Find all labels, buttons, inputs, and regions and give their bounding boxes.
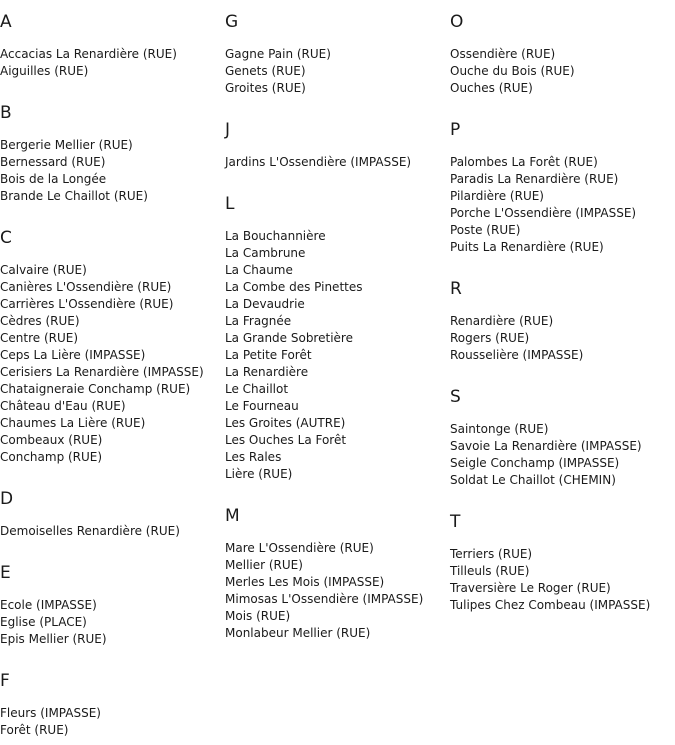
street-item: Cerisiers La Renardière (IMPASSE) xyxy=(0,365,204,379)
section-letter: L xyxy=(225,194,235,214)
street-item: Combeaux (RUE) xyxy=(0,433,103,447)
section-letter: J xyxy=(225,120,231,140)
street-item: Rousselière (IMPASSE) xyxy=(450,348,584,362)
street-list xyxy=(450,46,575,97)
street-item: Lière (RUE) xyxy=(225,467,293,481)
street-list xyxy=(0,46,177,80)
section-letter: F xyxy=(0,671,11,691)
street-item: Eglise (PLACE) xyxy=(0,615,87,629)
street-item: Les Rales xyxy=(225,450,282,464)
street-item: Pilardière (RUE) xyxy=(450,189,544,203)
street-list xyxy=(450,421,642,489)
street-item: Accacias La Renardière (RUE) xyxy=(0,47,177,61)
street-item: Château d'Eau (RUE) xyxy=(0,399,126,413)
street-item: La Cambrune xyxy=(225,246,306,260)
section-letter: M xyxy=(225,506,241,526)
street-item: Forêt (RUE) xyxy=(0,723,69,737)
street-item: Conchamp (RUE) xyxy=(0,450,103,464)
street-item: Genets (RUE) xyxy=(225,64,306,78)
street-item: Fleurs (IMPASSE) xyxy=(0,706,101,720)
street-item: La Fragnée xyxy=(225,314,292,328)
street-item: La Combe des Pinettes xyxy=(225,280,363,294)
street-item: Les Ouches La Forêt xyxy=(225,433,347,447)
street-item: Paradis La Renardière (RUE) xyxy=(450,172,619,186)
street-item: Gagne Pain (RUE) xyxy=(225,47,331,61)
street-item: Savoie La Renardière (IMPASSE) xyxy=(450,439,642,453)
section-letter: A xyxy=(0,12,13,32)
street-item: Carrières L'Ossendière (RUE) xyxy=(0,297,174,311)
street-item: Ouches (RUE) xyxy=(450,81,533,95)
street-item: Ecole (IMPASSE) xyxy=(0,598,97,612)
section-letter: E xyxy=(0,563,12,583)
section-letter: D xyxy=(0,489,14,509)
street-item: La Devaudrie xyxy=(225,297,305,311)
street-item: Chataigneraie Conchamp (RUE) xyxy=(0,382,191,396)
street-item: Calvaire (RUE) xyxy=(0,263,87,277)
section-letter: B xyxy=(0,103,13,123)
street-list xyxy=(225,540,423,642)
street-item: Mimosas L'Ossendière (IMPASSE) xyxy=(225,592,424,606)
street-item: Mare L'Ossendière (RUE) xyxy=(225,541,374,555)
street-item: Monlabeur Mellier (RUE) xyxy=(225,626,371,640)
street-item: Cèdres (RUE) xyxy=(0,314,80,328)
street-item: La Bouchannière xyxy=(225,229,326,243)
street-item: Les Groites (AUTRE) xyxy=(225,416,346,430)
street-item: Brande Le Chaillot (RUE) xyxy=(0,189,148,203)
street-item: Centre (RUE) xyxy=(0,331,79,345)
street-list xyxy=(0,523,180,540)
street-item: Ouche du Bois (RUE) xyxy=(450,64,575,78)
street-item: Rogers (RUE) xyxy=(450,331,530,345)
street-item: Groites (RUE) xyxy=(225,81,306,95)
street-item: Bernessard (RUE) xyxy=(0,155,106,169)
street-item: Jardins L'Ossendière (IMPASSE) xyxy=(225,155,412,169)
letter-section-m xyxy=(225,506,423,642)
letter-section-r xyxy=(450,279,583,364)
street-item: La Chaume xyxy=(225,263,293,277)
street-item: Aiguilles (RUE) xyxy=(0,64,89,78)
letter-section-b xyxy=(0,103,148,205)
street-list xyxy=(225,154,411,171)
street-item: Soldat Le Chaillot (CHEMIN) xyxy=(450,473,616,487)
letter-section-e xyxy=(0,563,107,648)
letter-section-t xyxy=(450,512,650,614)
street-item: Tulipes Chez Combeau (IMPASSE) xyxy=(450,598,651,612)
letter-section-a xyxy=(0,12,177,80)
section-letter: C xyxy=(0,228,13,248)
street-item: Ossendière (RUE) xyxy=(450,47,556,61)
street-item: Mois (RUE) xyxy=(225,609,291,623)
letter-section-s xyxy=(450,387,642,489)
street-item: Seigle Conchamp (IMPASSE) xyxy=(450,456,620,470)
street-list xyxy=(225,46,331,97)
street-item: Bergerie Mellier (RUE) xyxy=(0,138,133,152)
street-item: Porche L'Ossendière (IMPASSE) xyxy=(450,206,637,220)
street-list xyxy=(0,705,101,739)
street-item: La Renardière xyxy=(225,365,309,379)
section-letter: T xyxy=(450,512,461,532)
street-item: Renardière (RUE) xyxy=(450,314,554,328)
street-item: Tilleuls (RUE) xyxy=(450,564,530,578)
street-item: Terriers (RUE) xyxy=(450,547,533,561)
street-item: Bois de la Longée xyxy=(0,172,107,186)
street-item: Canières L'Ossendière (RUE) xyxy=(0,280,172,294)
street-item: Mellier (RUE) xyxy=(225,558,303,572)
street-item: Epis Mellier (RUE) xyxy=(0,632,107,646)
section-letter: R xyxy=(450,279,463,299)
street-list xyxy=(0,262,204,466)
section-letter: P xyxy=(450,120,461,140)
street-item: Demoiselles Renardière (RUE) xyxy=(0,524,180,538)
letter-section-l xyxy=(225,194,362,483)
street-list xyxy=(450,154,636,256)
letter-section-p xyxy=(450,120,636,256)
street-item: Poste (RUE) xyxy=(450,223,521,237)
street-item: Saintonge (RUE) xyxy=(450,422,549,436)
street-list xyxy=(450,313,583,364)
street-item: La Petite Forêt xyxy=(225,348,312,362)
street-item: La Grande Sobretière xyxy=(225,331,353,345)
section-letter: G xyxy=(225,12,239,32)
letter-section-d xyxy=(0,489,180,540)
letter-section-c xyxy=(0,228,204,466)
section-letter: S xyxy=(450,387,462,407)
street-item: Puits La Renardière (RUE) xyxy=(450,240,604,254)
street-item: Merles Les Mois (IMPASSE) xyxy=(225,575,385,589)
street-list xyxy=(450,546,650,614)
letter-section-o xyxy=(450,12,575,97)
letter-section-j xyxy=(225,120,411,171)
street-list xyxy=(0,597,107,648)
street-item: Chaumes La Lière (RUE) xyxy=(0,416,146,430)
street-item: Le Chaillot xyxy=(225,382,289,396)
street-list xyxy=(0,137,148,205)
street-item: Le Fourneau xyxy=(225,399,299,413)
street-item: Ceps La Lière (IMPASSE) xyxy=(0,348,146,362)
street-item: Palombes La Forêt (RUE) xyxy=(450,155,598,169)
letter-section-g xyxy=(225,12,331,97)
street-item: Traversière Le Roger (RUE) xyxy=(450,581,611,595)
letter-section-f xyxy=(0,671,101,739)
street-list xyxy=(225,228,362,483)
section-letter: O xyxy=(450,12,464,32)
